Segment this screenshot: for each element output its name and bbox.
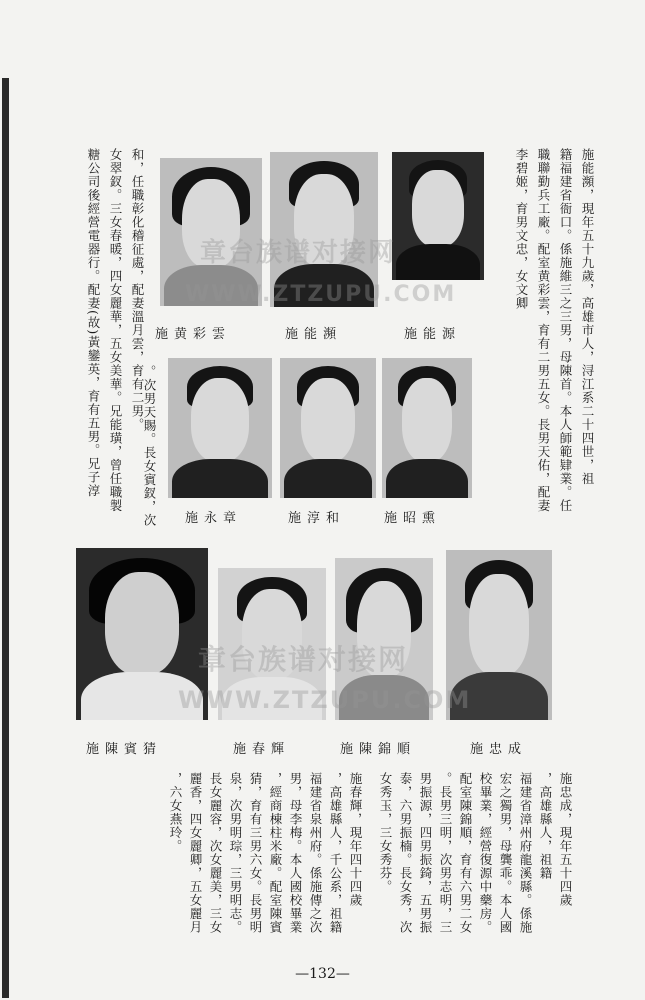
caption: 施春輝 bbox=[233, 742, 291, 757]
watermark: 章台族谱对接网 bbox=[200, 238, 397, 268]
text-column: 職聯勤兵工廠。配室黄彩雲，育有二男五女。長男天佑，配妻 bbox=[536, 148, 551, 513]
caption: 施永章 bbox=[185, 511, 243, 526]
text-column: 李碧姬，育男文忠，女文卿 bbox=[514, 148, 529, 310]
caption: 施能瀕 bbox=[285, 327, 343, 342]
portrait-shi-chunhe bbox=[280, 358, 376, 498]
book-spine-shadow bbox=[2, 78, 9, 998]
text-column: 和，任職彰化稽征處，配妻溫月雲，育有二男。 bbox=[130, 148, 145, 432]
caption: 施淳和 bbox=[288, 511, 346, 526]
text-column: 猜，育有三男六女。長男明 bbox=[248, 772, 263, 934]
text-column: 籍福建省衙口。係施維三之三男，母陳首。本人師範肄業。任 bbox=[558, 148, 573, 513]
text-column: ，經商棟柱米廠。配室陳賓 bbox=[268, 772, 283, 934]
caption: 施黄彩雲 bbox=[155, 327, 232, 342]
text-column: 施能瀕，現年五十九歲，高雄市人，浔江系二十四世，祖 bbox=[580, 148, 595, 486]
text-column: 男振源，四男振錡，五男振 bbox=[418, 772, 433, 934]
page-number: —132— bbox=[295, 966, 350, 982]
text-column: 女翠釵。三女春暖，四女麗華，五女美華。兄能璜，曾任職製 bbox=[108, 148, 123, 513]
caption: 施能源 bbox=[404, 327, 462, 342]
text-column: 女秀玉，三女秀芬。 bbox=[378, 772, 393, 894]
caption: 施陳錦順 bbox=[340, 742, 417, 757]
caption: 施陳賓猜 bbox=[86, 742, 163, 757]
watermark: WWW.ZTZUPU.COM bbox=[178, 686, 472, 714]
text-column: 福建省漳州府龍溪縣。係施 bbox=[518, 772, 533, 934]
portrait-shi-yongzhang bbox=[168, 358, 272, 498]
text-column: ，六女燕玲。 bbox=[168, 772, 183, 853]
text-column: 麗香，四女麗卿，五女麗月 bbox=[188, 772, 203, 934]
caption: 施忠成 bbox=[470, 742, 528, 757]
text-column: 。次男天賜。長女賓釵，次 bbox=[142, 365, 157, 527]
portrait-shi-nengyuan bbox=[392, 152, 484, 280]
text-column: 施春輝，現年四十四歲 bbox=[348, 772, 363, 907]
text-column: ，高雄縣人，祖籍 bbox=[538, 772, 553, 880]
watermark: WWW.ZTZUPU.COM bbox=[185, 282, 457, 307]
text-column: 泰，六男振楠。長女秀，次 bbox=[398, 772, 413, 934]
text-column: ，高雄縣人，千公系，祖籍 bbox=[328, 772, 343, 934]
watermark: 章台族谱对接网 bbox=[198, 643, 409, 676]
text-column: 校畢業，經營復源中藥房。 bbox=[478, 772, 493, 934]
caption: 施昭熏 bbox=[384, 511, 442, 526]
text-column: 泉，次男明琮，三男明志。 bbox=[228, 772, 243, 934]
text-column: 糖公司後經營電器行。配妻(故)黃鑾英，育有五男。兄子淳 bbox=[86, 148, 101, 498]
text-column: 施忠成，現年五十四歲 bbox=[558, 772, 573, 907]
text-column: 宏之獨男，母龔乖。本人國 bbox=[498, 772, 513, 934]
text-column: 配室陳錦順，育有六男二女 bbox=[458, 772, 473, 934]
text-column: 長女麗容，次女麗美，三女 bbox=[208, 772, 223, 934]
portrait-shi-zhaoxun bbox=[382, 358, 472, 498]
text-column: 。長男三明，次男志明，三 bbox=[438, 772, 453, 934]
text-column: 福建省泉州府。係施傳之次 bbox=[308, 772, 323, 934]
text-column: 男，母李梅。本人國校畢業 bbox=[288, 772, 303, 934]
